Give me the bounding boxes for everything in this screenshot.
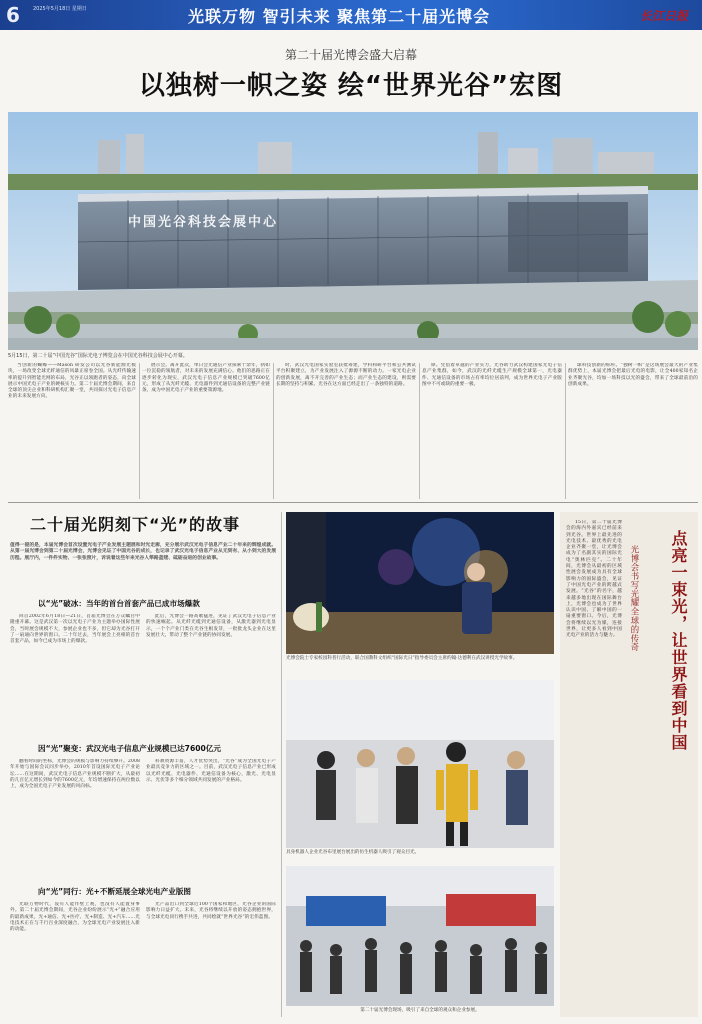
issue-date: 2025年5月18日 星期日: [33, 6, 87, 12]
paragraph: 光联万物时代，没有人能作壁上观，也没有人能置身事外。第二十届光博会期间，光谷企业纷纷展示“光+”融合应用的最新成果，光+通信、光+医疗、光+制造、光+汽车……光电技术正在与千行百业深度融合，为全球光电产业发展注入新的动能。: [10, 902, 140, 933]
column-divider: [565, 363, 566, 499]
section-slogan: 光联万物 智引未来 聚焦第二十届光博会: [188, 7, 491, 26]
exhibition-crowd-photo: [286, 866, 554, 1006]
humanoid-robot-image: [286, 680, 554, 848]
feature-section-3-column-2: [146, 902, 276, 1017]
lecture-stage-image: [286, 512, 554, 654]
hero-photo: [8, 112, 698, 350]
feature-subhead-2: 因“光”聚变：武汉光电子信息产业规模已达7600亿元: [38, 744, 221, 753]
feature-section-2-column-2: [146, 759, 276, 879]
lecture-photo: [286, 512, 554, 654]
paragraph: 15日，第二十届光博会的海内外嘉宾已经前来到光谷。世界上最先进的光电技术、最优秀的光电企业齐聚一堂，让光博会成为了名副其实的国际光电“奥林匹克”。二十年间，光博会从最初的区域性展会发展成为具有全球影响力的国际盛会，见证了中国光电产业的跨越式发展。“光谷”的名字，越来越多地出现在国际舞台上，光博会也成为了世界认识中国、了解中国的一扇重要窗口。今后，光博会将继续以光为媒，连接世界，让更多人看到中国光电产业的活力与魅力。: [566, 520, 622, 639]
paragraph: 此后，光博会一路高歌猛进，见证了武汉光电子信息产业的快速崛起。从光纤光缆到光通信设备，从激光器到光电显示，一个个产业门类在光谷生根发芽，一批批龙头企业在这里发展壮大，带动了整个产业链的协同发展。: [146, 614, 276, 638]
feature-section-2-column-1: [10, 759, 140, 879]
exhibition-photo-caption: 第二十届光博会现场，吸引了来自全球的观众和企业参展。: [360, 1008, 480, 1013]
top-story-column-4: [422, 363, 562, 499]
paragraph: 翻看时间的坐标，光博会的规模与影响力持续攀升。2008年开始与国际会议同步举办，2010年首设国际光电子产业论坛……在这期间，武汉光电子信息产业规模不断扩大，从最初的几百亿元增长到如今的7600亿元，年均增速保持在两位数以上，成为全国光电子产业发展的风向标。: [10, 759, 140, 790]
feature-subhead-1: 以“光”破冰：当年的首台首套产品已成市场爆款: [38, 599, 200, 608]
robot-photo: [286, 680, 554, 848]
top-story-kicker: 第二十届光博会盛大启幕: [284, 48, 417, 62]
page-number: 6: [6, 3, 20, 27]
hero-photo-caption: 5月15日，第二十届“中国光谷”国际光电子博览会在中国光谷科技会展中心开幕。: [8, 353, 188, 359]
paragraph: 回首2002年6月18日—21日，首届光博会在万众瞩目中隆重开幕。这是武汉第一次以光电子产业为主题举办国际性展会，当时展会规模不大，参展企业也不多，但它却为光谷打开了一扇通向世界的窗口。二十年过去，当年展会上亮相的首台首套产品，如今已成为市场上的爆款。: [10, 614, 140, 645]
feature-section-1-column-2: [146, 614, 276, 736]
feature-section-1-column-1: [10, 614, 140, 736]
top-story-column-2: [142, 363, 270, 499]
paragraph: 当创新的蝴蝶——Mason 研发公司以光谷新能源光模块，一场改变全球光纤通信的风暴正席卷全国。从光纤传输速率的提升到智能光网的布局，光谷正以领跑者的姿态，向全球展示中国光电子产业的硬核实力。第二十届光博会期间，来自全球的顶尖企业和科研机构汇聚一堂，共同探讨光电子信息产业的未来发展方向。: [8, 363, 136, 400]
sidebar-subhead: 光博会书写光耀全球的传奇: [630, 545, 640, 652]
top-story-column-5: [568, 363, 698, 499]
paragraph: 球科技创新的标杆。“独树一帜”是这场展会最大的产业集群优势上，本届光博会把最后光电的电影，让全400家知名企业齐聚光谷，均加一场科技以光的盛会，带来了全球最前沿的创新成果。: [568, 363, 698, 387]
paragraph: 偉。凭借着卓越的产业实力，光谷助力武汉构建国家光电子信息产业集群，如今，武汉的光纤光缆生产规模全球第一，光电器件、光通信设备的市场占有率均位居前列，成为世界光电子产业版图中不可或缺的重要一极。: [422, 363, 562, 387]
column-divider: [281, 512, 282, 1017]
top-story-headline: 以独树一帜之姿 绘“世界光谷”宏图: [138, 71, 564, 101]
sidebar-body: [566, 520, 622, 1010]
newspaper-logo: 长江日报: [640, 9, 689, 23]
lecture-photo-caption: 光博会院士专家校园科普行活动，联合国教科文组织“国际光日”指导委员会主席约翰·达德利在武汉讲授光学故事。: [286, 656, 518, 661]
feature-lead: 值得一提的是，本届光博会首次设置光电子产业发展主题展和时光走廊，充分展示武汉光电子信息产业二十年来的辉煌成就。从第一届光博会到第二十届光博会，光博会见证了中国光谷的成长，也记录了武汉光电子信息产业从无到有、从小到大的发展历程。展厅内，一件件实物、一张张照片，诉说着这些年来光谷人筚路蓝缕、砥砺奋进的创业故事。: [10, 542, 276, 561]
paragraph: 时，武汉光电国家实验室获批筹建，学科和研平台和公共测试平台积聚建立，为产业发展注入了源源不断的动力。一家光电企业的创新发展，离不开完善的产业生态；而产业生态的建设，则需要长期的坚持与积累。光谷在这方面已经走出了一条独特的道路。: [276, 363, 416, 387]
paragraph: 光产品出口到全球近100个国家和地区，光谷企业的国际影响力日益扩大。未来，光谷将继续以开放的姿态拥抱世界，与全球光电同行携手共进，共同绘就“世界光谷”的宏伟蓝图。: [146, 902, 276, 920]
paragraph: 科教资源丰富，人才优势突出，“光谷”成为全国光电子产业最具竞争力的区域之一。目前，武汉光电子信息产业已形成以光纤光缆、光电器件、光通信设备为核心，激光、光电显示、光伏等多个细分领域共同发展的产业格局。: [146, 759, 276, 783]
robot-photo-caption: 具身机器人企业光谷布里展台展出的仿生机器人吸引了观众目光。: [286, 850, 420, 855]
section-divider: [8, 502, 698, 503]
feature-title: 二十届光阴刻下“光”的故事: [30, 515, 241, 534]
top-story-column-3: [276, 363, 416, 499]
top-story-column-1: [8, 363, 136, 499]
column-divider: [419, 363, 420, 499]
building-sign: 中国光谷科技会展中心: [128, 215, 279, 230]
feature-section-3-column-1: [10, 902, 140, 1017]
column-divider: [139, 363, 140, 499]
column-divider: [273, 363, 274, 499]
sidebar-headline: 点亮一束光，让世界看到中国: [669, 530, 688, 751]
paragraph: 展示会。离开此次，单日会光通信产业探索十余年，执如一位沉稳的领航者，对未来的发展充满信心。他们的思路正在逐步转化为现实，武汉光电子信息产业规模已突破7600亿元，形成了从光纤光缆、光电器件到光通信设备的完整产业链条，成为中国光电子产业的重要策源地。: [142, 363, 270, 394]
feature-subhead-3: 向“光”同行：光+不断延展全球光电产业版图: [38, 887, 192, 896]
convention-center-aerial-image: [8, 112, 698, 350]
exhibition-hall-image: [286, 866, 554, 1006]
